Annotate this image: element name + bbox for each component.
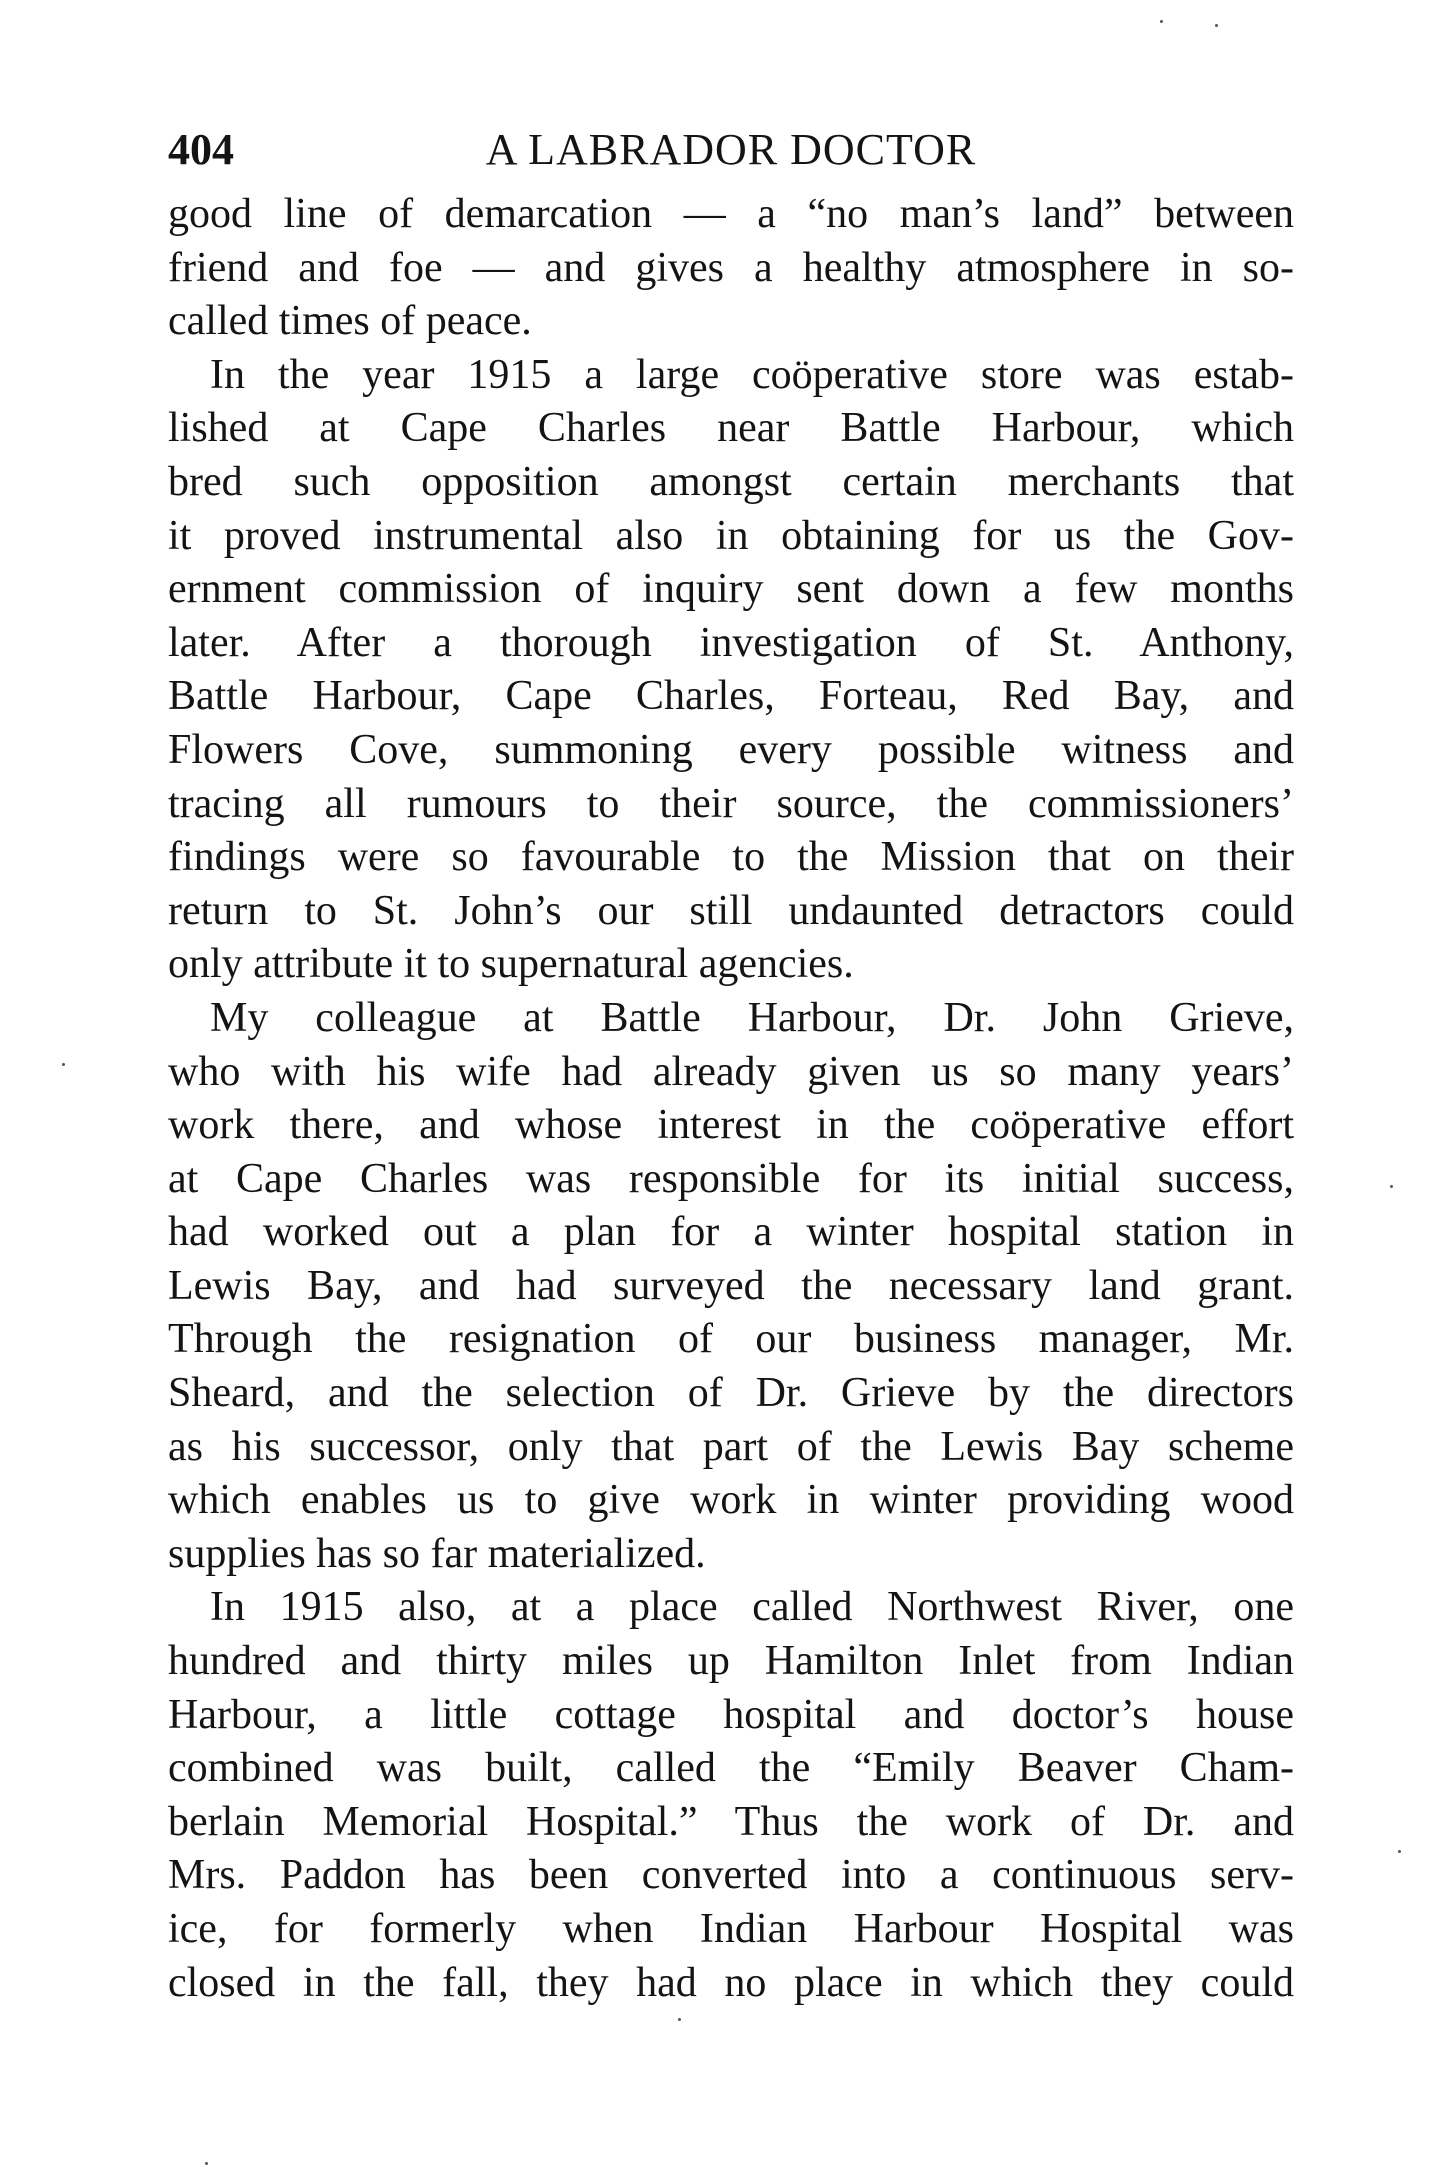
- paragraph: [168, 349, 1294, 992]
- scan-speck: [1390, 1185, 1393, 1188]
- text-line: Flowers Cove, summoning every possible witness and: [168, 726, 1294, 773]
- text-line: called times of peace.: [168, 298, 532, 345]
- text-line: berlain Memorial Hospital.” Thus the work of Dr. and: [168, 1798, 1294, 1845]
- scan-speck: [62, 1063, 65, 1066]
- scan-speck: [205, 2162, 208, 2165]
- running-head: [168, 118, 1294, 182]
- scan-speck: [1398, 1850, 1401, 1853]
- scan-speck: [1215, 24, 1218, 27]
- text-line: findings were so favourable to the Mission that on their: [168, 834, 1294, 881]
- text-line: In 1915 also, at a place called Northwest River, one: [210, 1584, 1294, 1631]
- text-line: In the year 1915 a large coöperative store was estab-: [210, 351, 1294, 398]
- text-line: Sheard, and the selection of Dr. Grieve by the directors: [168, 1370, 1294, 1417]
- text-line: hundred and thirty miles up Hamilton Inlet from Indian: [168, 1638, 1294, 1685]
- text-line: Through the resignation of our business manager, Mr.: [168, 1316, 1294, 1363]
- paragraph: [168, 188, 1294, 349]
- text-line: friend and foe — and gives a healthy atmosphere in so-: [168, 244, 1294, 291]
- scan-speck: [1160, 20, 1163, 23]
- text-line: who with his wife had already given us so many years’: [168, 1048, 1294, 1095]
- text-line: at Cape Charles was responsible for its initial success,: [168, 1155, 1294, 1202]
- body-text: [168, 188, 1294, 2010]
- book-page: [168, 118, 1294, 2010]
- text-line: Battle Harbour, Cape Charles, Forteau, Red Bay, and: [168, 673, 1294, 720]
- text-line: Harbour, a little cottage hospital and doctor’s house: [168, 1691, 1294, 1738]
- text-line: Mrs. Paddon has been converted into a continuous serv-: [168, 1852, 1294, 1899]
- text-line: only attribute it to supernatural agencies.: [168, 941, 854, 988]
- text-line: which enables us to give work in winter providing wood: [168, 1477, 1294, 1524]
- page-number: 404: [168, 125, 234, 174]
- paragraph: [168, 1581, 1294, 2010]
- text-line: lished at Cape Charles near Battle Harbour, which: [168, 405, 1294, 452]
- paragraph: [168, 992, 1294, 1582]
- text-line: as his successor, only that part of the Lewis Bay scheme: [168, 1423, 1294, 1470]
- text-line: work there, and whose interest in the coöperative effort: [168, 1102, 1294, 1149]
- scan-speck: [678, 2018, 681, 2021]
- text-line: ernment commission of inquiry sent down a few months: [168, 566, 1294, 613]
- text-line: had worked out a plan for a winter hospital station in: [168, 1209, 1294, 1256]
- text-line: later. After a thorough investigation of St. Anthony,: [168, 619, 1294, 666]
- text-line: ice, for formerly when Indian Harbour Hospital was: [168, 1906, 1294, 1952]
- text-line: return to St. John’s our still undaunted detractors could: [168, 887, 1294, 934]
- text-line: bred such opposition amongst certain merchants that: [168, 458, 1294, 505]
- text-line: good line of demarcation — a “no man’s land” between: [168, 191, 1294, 237]
- text-line: closed in the fall, they had no place in which they could: [168, 1959, 1294, 2006]
- text-line: it proved instrumental also in obtaining for us the Gov-: [168, 512, 1294, 559]
- text-line: supplies has so far materialized.: [168, 1530, 706, 1577]
- book-title: A LABRADOR DOCTOR: [485, 125, 977, 174]
- text-line: My colleague at Battle Harbour, Dr. John Grieve,: [210, 994, 1294, 1041]
- text-line: Lewis Bay, and had surveyed the necessary land grant.: [168, 1262, 1294, 1309]
- text-line: combined was built, called the “Emily Beaver Cham-: [168, 1745, 1294, 1792]
- text-line: tracing all rumours to their source, the commissioners’: [168, 780, 1294, 827]
